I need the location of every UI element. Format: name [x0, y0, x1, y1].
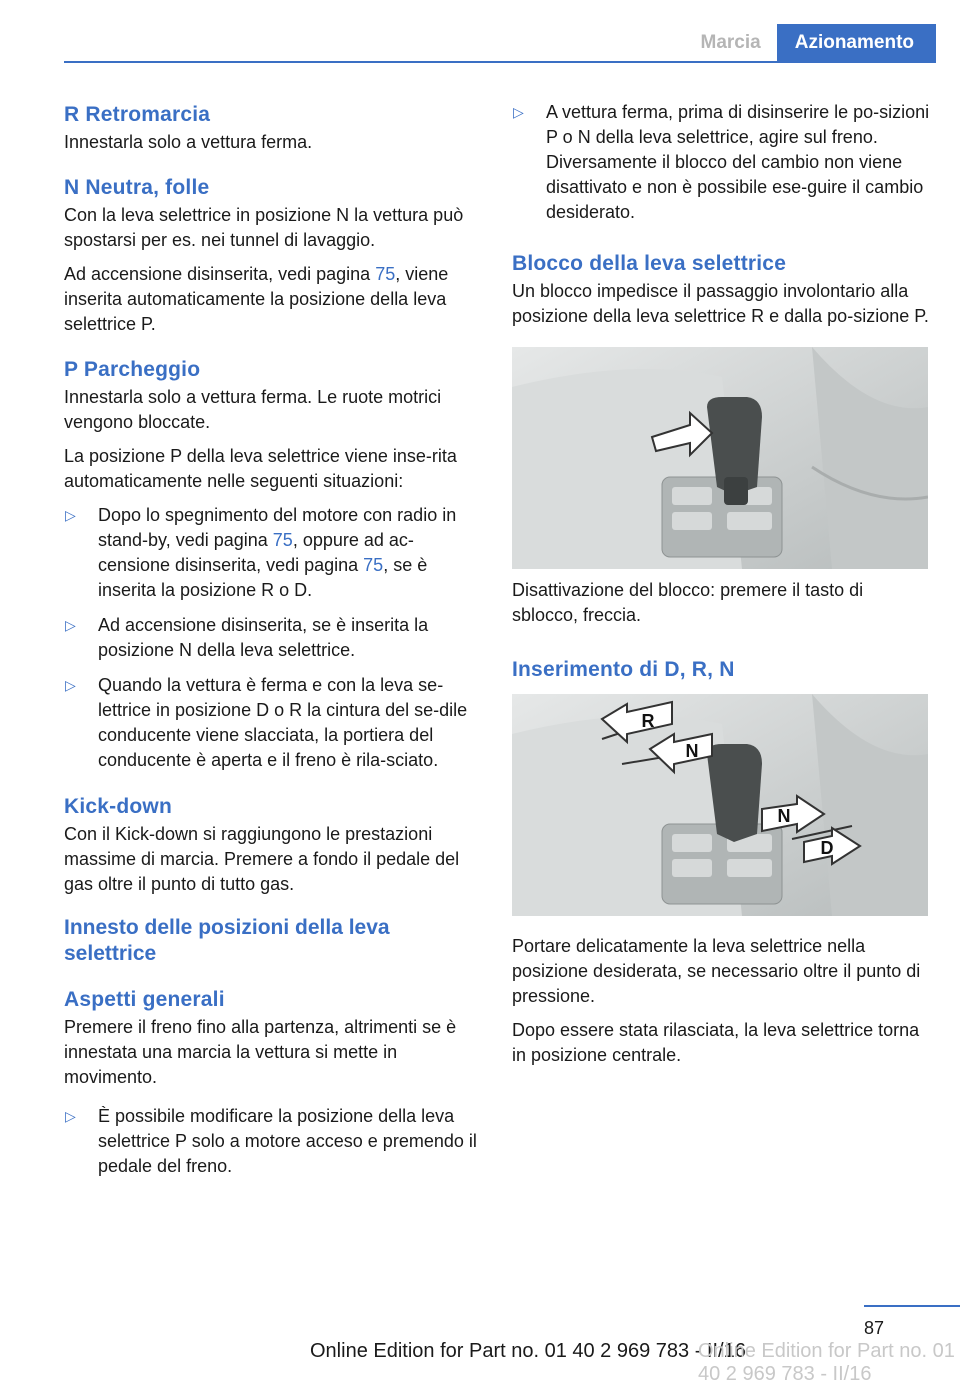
list-item: ▷ Dopo lo spegnimento del motore con radio in stand-by, vedi pagina 75, oppure ad ac‐censione disinserita, vedi pagina 75, se è inserita la posizione R o D. — [65, 505, 457, 600]
selector-lever-unlock-illustration — [512, 347, 928, 569]
paragraph: La posizione P della leva selettrice viene inse‐rita automaticamente nelle seguenti situazioni: — [64, 446, 457, 491]
section-title-n: N Neutra, folle — [64, 176, 210, 199]
bullet-list — [512, 100, 930, 225]
list-item: ▷ Quando la vettura è ferma e con la leva se‐lettrice in posizione D o R la cintura del se‐dile conducente viene slacciata, la portiera del conducente è aperta e il freno è rila‐sciato. — [65, 675, 468, 770]
bullet-list — [64, 1104, 482, 1179]
gear-label-r: R — [641, 711, 655, 731]
triangle-bullet-icon: ▷ — [65, 507, 76, 523]
section-title-insert: Inserimento di D, R, N — [512, 658, 735, 681]
header-tabs — [687, 24, 936, 62]
section-title-r: R Retromarcia — [64, 103, 211, 126]
edition-text: Online Edition for Part no. 01 40 2 969 783 - II/16 — [310, 1340, 746, 1362]
page-link[interactable]: 75 — [363, 555, 384, 575]
section-title-lock: Blocco della leva selettrice — [512, 252, 787, 275]
section-title-general: Aspetti generali — [64, 988, 225, 1011]
gear-label-n-down: N — [777, 806, 791, 826]
page-link[interactable]: 75 — [272, 530, 293, 550]
header-rule — [64, 61, 936, 63]
paragraph: Un blocco impedisce il passaggio involontario alla posizione della leva selettrice R e dalla po‐sizione P. — [512, 281, 929, 326]
footer-rule — [864, 1305, 960, 1307]
paragraph: Innestarla solo a vettura ferma. — [64, 132, 313, 152]
section-title-kickdown: Kick-down — [64, 795, 172, 818]
paragraph: Dopo essere stata rilasciata, la leva selettrice torna in posizione centrale. — [512, 1020, 920, 1065]
triangle-bullet-icon: ▷ — [65, 677, 76, 693]
tab-marcia[interactable]: Marcia — [700, 32, 761, 53]
paragraph: Con il Kick-down si raggiungono le prestazioni massime di marcia. Premere a fondo il pedale del gas oltre il punto di tutto gas. — [64, 824, 460, 894]
right-column — [512, 100, 930, 1068]
paragraph: Premere il freno fino alla partenza, altrimenti se è innestata una marcia la vettura si mette in movimento. — [64, 1017, 457, 1087]
list-item: ▷ È possibile modificare la posizione della leva selettrice P solo a motore acceso e premendo il pedale del freno. — [65, 1106, 477, 1176]
page-link[interactable]: 75 — [375, 264, 396, 284]
page-number: 87 — [864, 1318, 885, 1338]
gear-positions-illustration — [512, 694, 928, 916]
gear-label-n-up: N — [685, 741, 699, 761]
triangle-bullet-icon: ▷ — [513, 104, 524, 120]
triangle-bullet-icon: ▷ — [65, 1108, 76, 1124]
paragraph: Portare delicatamente la leva selettrice nella posizione desiderata, se necessario oltre il punto di pressione. — [512, 936, 921, 1006]
watermark-text: Online Edition for Part no. 01 40 2 969 783 - II/16 — [698, 1340, 955, 1385]
left-column — [64, 100, 482, 1189]
list-item: ▷ Ad accensione disinserita, se è inserita la posizione N della leva selettrice. — [65, 615, 429, 660]
triangle-bullet-icon: ▷ — [65, 617, 76, 633]
paragraph: Innestarla solo a vettura ferma. Le ruote motrici vengono bloccate. — [64, 387, 442, 432]
selector-lever-unlock-figure — [512, 347, 928, 569]
figure-caption: Disattivazione del blocco: premere il tasto di sblocco, freccia. — [512, 580, 864, 625]
paragraph: Ad accensione disinserita, vedi pagina 75, viene inserita automaticamente la posizione della leva selettrice P. — [64, 264, 449, 334]
tab-azionamento[interactable]: Azionamento — [777, 24, 936, 62]
chapter-title: Innesto delle posizioni della leva selettrice — [64, 916, 390, 965]
section-title-p: P Parcheggio — [64, 358, 201, 381]
bullet-list — [64, 503, 482, 773]
paragraph: Con la leva selettrice in posizione N la vettura può spostarsi per es. nei tunnel di lavaggio. — [64, 205, 464, 250]
list-item: ▷ A vettura ferma, prima di disinserire le po‐sizioni P o N della leva selettrice, agire sul freno. Diversamente il blocco del cambio non viene disattivato e non è possibile ese‐guire il cambio desiderato. — [513, 102, 930, 222]
gear-positions-figure — [512, 694, 928, 916]
gear-label-d: D — [820, 838, 834, 858]
